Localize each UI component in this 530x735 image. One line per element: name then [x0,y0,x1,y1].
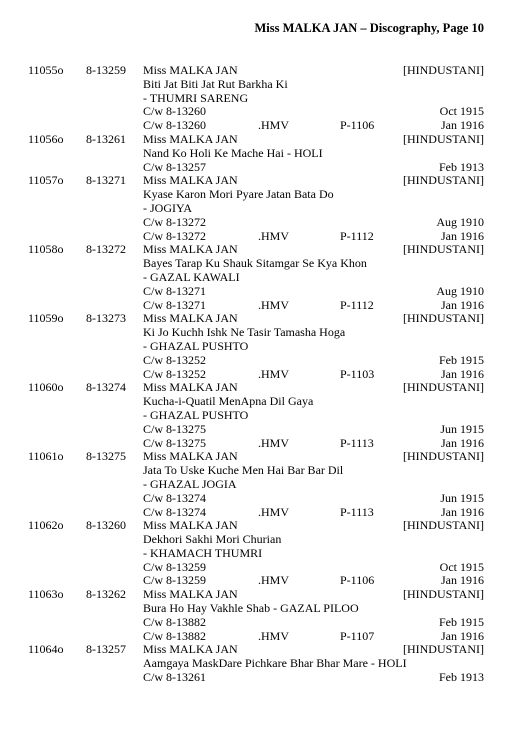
issue-date: Jun 1915 [440,490,484,505]
language-tag: [HINDUSTANI] [402,311,484,326]
title-line [0,464,530,478]
title-line [0,657,530,671]
title-line [0,395,530,409]
title-line [0,78,530,92]
catalog-number: 8-13262 [86,587,126,602]
song-title: Jata To Uske Kuche Men Hai Bar Bar Dil [143,463,344,478]
artist-name: Miss MALKA JAN [143,587,238,602]
entry-header-line [0,64,530,78]
record-label: .HMV [258,435,290,450]
coupling: C/w 8-13275 [143,421,206,436]
coupling: C/w 8-13882 [143,628,206,643]
issue-line [0,574,530,588]
song-title: Nand Ko Holi Ke Mache Hai - HOLI [143,145,323,160]
discography-entry [0,643,530,684]
song-title: Ki Jo Kuchh Ishk Ne Tasir Tamasha Hoga [143,325,346,340]
issue-number: P-1107 [340,628,375,643]
discography-entry [0,588,530,643]
coupling: C/w 8-13271 [143,297,206,312]
matrix-number: 11061o [28,449,64,464]
song-title: - KHAMACH THUMRI [143,545,263,560]
song-title: Kucha-i-Quatil MenApna Dil Gaya [143,394,314,409]
language-tag: [HINDUSTANI] [402,380,484,395]
title-line [0,188,530,202]
coupling: C/w 8-13260 [143,104,206,119]
issue-line [0,630,530,644]
coupling: C/w 8-13259 [143,573,206,588]
language-tag: [HINDUSTANI] [402,173,484,188]
issue-line [0,561,530,575]
discography-entry [0,450,530,519]
page-header: Miss MALKA JAN – Discography, Page 10 [254,21,484,35]
issue-line [0,299,530,313]
title-line [0,533,530,547]
issue-date: Jun 1915 [440,421,484,436]
catalog-number: 8-13273 [86,311,126,326]
record-label: .HMV [258,118,290,133]
issue-date: Jan 1916 [441,504,484,519]
matrix-number: 11062o [28,518,64,533]
issue-date: Oct 1915 [439,559,484,574]
issue-line [0,119,530,133]
language-tag: [HINDUSTANI] [402,642,484,657]
issue-number: P-1106 [340,118,375,133]
title-line [0,602,530,616]
issue-number: P-1113 [340,435,374,450]
issue-line [0,368,530,382]
issue-number: P-1112 [340,228,374,243]
issue-number: P-1113 [340,504,374,519]
issue-date: Feb 1915 [439,352,484,367]
coupling: C/w 8-13259 [143,559,206,574]
song-title: - GHAZAL JOGIA [143,476,237,491]
song-title: - GHAZAL PUSHTO [143,338,249,353]
coupling: C/w 8-13252 [143,352,206,367]
language-tag: [HINDUSTANI] [402,131,484,146]
coupling: C/w 8-13260 [143,118,206,133]
matrix-number: 11059o [28,311,64,326]
song-title: Bura Ho Hay Vakhle Shab - GAZAL PILOO [143,601,359,616]
artist-name: Miss MALKA JAN [143,63,238,77]
catalog-number: 8-13259 [86,63,126,77]
issue-date: Jan 1916 [441,435,484,450]
song-title: Dekhori Sakhi Mori Churian [143,532,282,547]
entry-header-line [0,643,530,657]
artist-name: Miss MALKA JAN [143,311,238,326]
song-title: - GHAZAL PUSHTO [143,407,249,422]
issue-date: Aug 1910 [436,283,484,298]
language-tag: [HINDUSTANI] [402,587,484,602]
song-title: - THUMRI SARENG [143,90,249,105]
language-tag: [HINDUSTANI] [402,242,484,257]
matrix-number: 11056o [28,131,64,146]
title-line [0,257,530,271]
catalog-number: 8-13271 [86,173,126,188]
title-line [0,147,530,161]
coupling: C/w 8-13274 [143,504,206,519]
song-title: Biti Jat Biti Jat Rut Barkha Ki [143,76,288,91]
coupling: C/w 8-13272 [143,228,206,243]
matrix-number: 11063o [28,587,64,602]
catalog-number: 8-13272 [86,242,126,257]
record-label: .HMV [258,228,290,243]
entry-header-line [0,381,530,395]
entry-header-line [0,312,530,326]
title-line [0,340,530,354]
artist-name: Miss MALKA JAN [143,173,238,188]
issue-line [0,437,530,451]
catalog-number: 8-13274 [86,380,126,395]
issue-line [0,423,530,437]
matrix-number: 11064o [28,642,64,657]
coupling: C/w 8-13882 [143,614,206,629]
catalog-number: 8-13257 [86,642,126,657]
entry-header-line [0,588,530,602]
issue-number: P-1112 [340,297,374,312]
issue-date: Feb 1913 [439,670,484,685]
title-line [0,547,530,561]
issue-line [0,216,530,230]
discography-entry [0,381,530,450]
song-title: Kyase Karon Mori Pyare Jatan Bata Do [143,187,334,202]
catalog-number: 8-13275 [86,449,126,464]
coupling: C/w 8-13261 [143,670,206,685]
title-line [0,326,530,340]
issue-line [0,161,530,175]
issue-date: Feb 1915 [439,614,484,629]
record-label: .HMV [258,573,290,588]
discography-entry [0,243,530,312]
record-label: .HMV [258,297,290,312]
issue-date: Oct 1915 [439,104,484,119]
issue-number: P-1103 [340,366,375,381]
issue-number: P-1106 [340,573,375,588]
title-line [0,92,530,106]
entry-header-line [0,133,530,147]
coupling: C/w 8-13271 [143,283,206,298]
artist-name: Miss MALKA JAN [143,642,238,657]
issue-date: Jan 1916 [441,573,484,588]
issue-line [0,230,530,244]
entry-header-line [0,450,530,464]
coupling: C/w 8-13252 [143,366,206,381]
entry-header-line [0,174,530,188]
language-tag: [HINDUSTANI] [402,518,484,533]
record-label: .HMV [258,504,290,519]
matrix-number: 11058o [28,242,64,257]
entry-header-line [0,519,530,533]
issue-line [0,616,530,630]
artist-name: Miss MALKA JAN [143,242,238,257]
issue-line [0,105,530,119]
song-title: Aamgaya MaskDare Pichkare Bhar Bhar Mare - HOLI [143,656,407,671]
title-line [0,271,530,285]
issue-date: Jan 1916 [441,297,484,312]
discography-entry [0,312,530,381]
issue-line [0,506,530,520]
issue-date: Feb 1913 [439,159,484,174]
coupling: C/w 8-13257 [143,159,206,174]
issue-line [0,285,530,299]
catalog-number: 8-13260 [86,518,126,533]
discography-entry [0,64,530,133]
language-tag: [HINDUSTANI] [402,63,484,77]
issue-date: Jan 1916 [441,118,484,133]
entry-header-line [0,243,530,257]
discography-entry [0,174,530,243]
record-label: .HMV [258,366,290,381]
title-line [0,478,530,492]
issue-date: Jan 1916 [441,228,484,243]
matrix-number: 11055o [28,63,64,77]
artist-name: Miss MALKA JAN [143,380,238,395]
coupling: C/w 8-13275 [143,435,206,450]
language-tag: [HINDUSTANI] [402,449,484,464]
record-label: .HMV [258,628,290,643]
discography-entry [0,133,530,174]
title-line [0,202,530,216]
issue-line [0,492,530,506]
issue-date: Aug 1910 [436,214,484,229]
matrix-number: 11060o [28,380,64,395]
song-title: - JOGIYA [143,200,192,215]
artist-name: Miss MALKA JAN [143,449,238,464]
matrix-number: 11057o [28,173,64,188]
coupling: C/w 8-13274 [143,490,206,505]
issue-line [0,671,530,685]
discography-entries [0,64,530,685]
song-title: Bayes Tarap Ku Shauk Sitamgar Se Kya Khon [143,256,367,271]
discography-entry [0,519,530,588]
title-line [0,409,530,423]
artist-name: Miss MALKA JAN [143,518,238,533]
issue-date: Jan 1916 [441,628,484,643]
song-title: - GAZAL KAWALI [143,269,240,284]
artist-name: Miss MALKA JAN [143,131,238,146]
issue-line [0,354,530,368]
coupling: C/w 8-13272 [143,214,206,229]
issue-date: Jan 1916 [441,366,484,381]
catalog-number: 8-13261 [86,131,126,146]
